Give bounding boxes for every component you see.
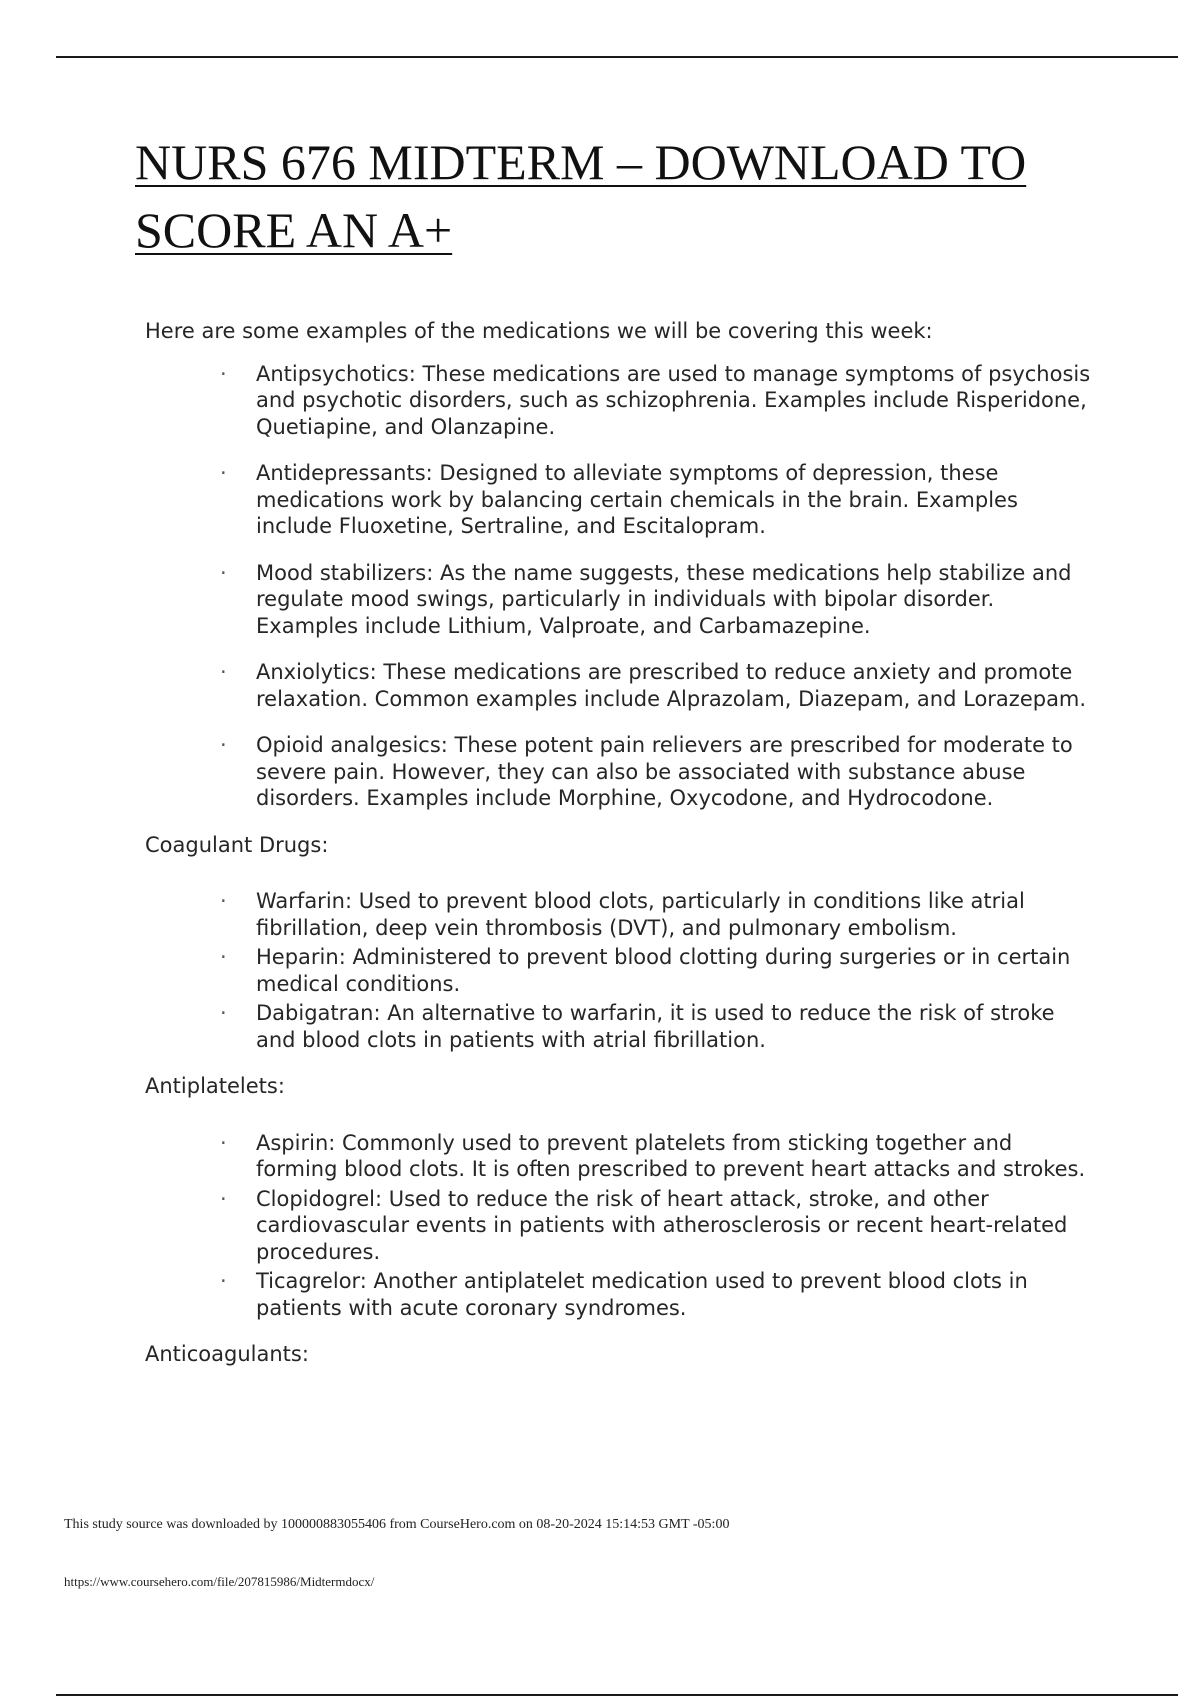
- list-item: · Antidepressants: Designed to alleviate symptoms of depression, these medications work by balancing certain chemicals in the brain. Examples include Fluoxetine, Sertraline, and Escitalopram.: [256, 460, 1095, 540]
- download-source-notice: This study source was downloaded by 100000883055406 from CourseHero.com on 08-20-2024 15:14:53 GMT -05:00: [64, 1517, 730, 1532]
- anticoagulant-heading: Anticoagulants:: [145, 1342, 309, 1366]
- source-url[interactable]: https://www.coursehero.com/file/207815986/Midtermdocx/: [64, 1574, 375, 1589]
- list-item: · Antipsychotics: These medications are used to manage symptoms of psychosis and psychotic disorders, such as schizophrenia. Examples include Risperidone, Quetiapine, and Olanzapine.: [256, 361, 1095, 441]
- list-item: · Ticagrelor: Another antiplatelet medication used to prevent blood clots in patients with acute coronary syndromes.: [256, 1268, 1095, 1321]
- intro-paragraph: Here are some examples of the medications we will be covering this week:: [145, 319, 933, 343]
- document-title: [135, 128, 1095, 264]
- list-item: · Opioid analgesics: These potent pain relievers are prescribed for moderate to severe pain. However, they can also be associated with substance abuse disorders. Examples include Morphine, Oxycodone, and Hydrocodone.: [256, 732, 1095, 812]
- list-item: · Clopidogrel: Used to reduce the risk of heart attack, stroke, and other cardiovascular events in patients with atherosclerosis or recent heart-related procedures.: [256, 1186, 1095, 1266]
- list-item: · Dabigatran: An alternative to warfarin, it is used to reduce the risk of stroke and blood clots in patients with atrial fibrillation.: [256, 1000, 1095, 1053]
- list-item: · Warfarin: Used to prevent blood clots, particularly in conditions like atrial fibrillation, deep vein thrombosis (DVT), and pulmonary embolism.: [256, 888, 1095, 941]
- document-body: [145, 318, 1095, 1368]
- list-item: · Heparin: Administered to prevent blood clotting during surgeries or in certain medical conditions.: [256, 944, 1095, 997]
- antiplatelet-list: [145, 1130, 1095, 1322]
- title-line-1: NURS 676 MIDTERM – DOWNLOAD TO: [135, 134, 1027, 190]
- list-item: · Aspirin: Commonly used to prevent platelets from sticking together and forming blood clots. It is often prescribed to prevent heart attacks and strokes.: [256, 1130, 1095, 1183]
- bottom-rule: [56, 1694, 1178, 1696]
- list-item: · Mood stabilizers: As the name suggests, these medications help stabilize and regulate mood swings, particularly in individuals with bipolar disorder. Examples include Lithium, Valproate, and Carbamazepine.: [256, 560, 1095, 640]
- top-rule: [56, 56, 1178, 58]
- antiplatelet-heading: Antiplatelets:: [145, 1074, 285, 1098]
- coagulant-heading: Coagulant Drugs:: [145, 832, 329, 857]
- title-line-2: SCORE AN A+: [135, 202, 453, 258]
- list-item: · Anxiolytics: These medications are prescribed to reduce anxiety and promote relaxation. Common examples include Alprazolam, Diazepam, and Lorazepam.: [256, 659, 1095, 712]
- coagulant-list: [145, 888, 1095, 1053]
- medication-class-list: [145, 361, 1095, 812]
